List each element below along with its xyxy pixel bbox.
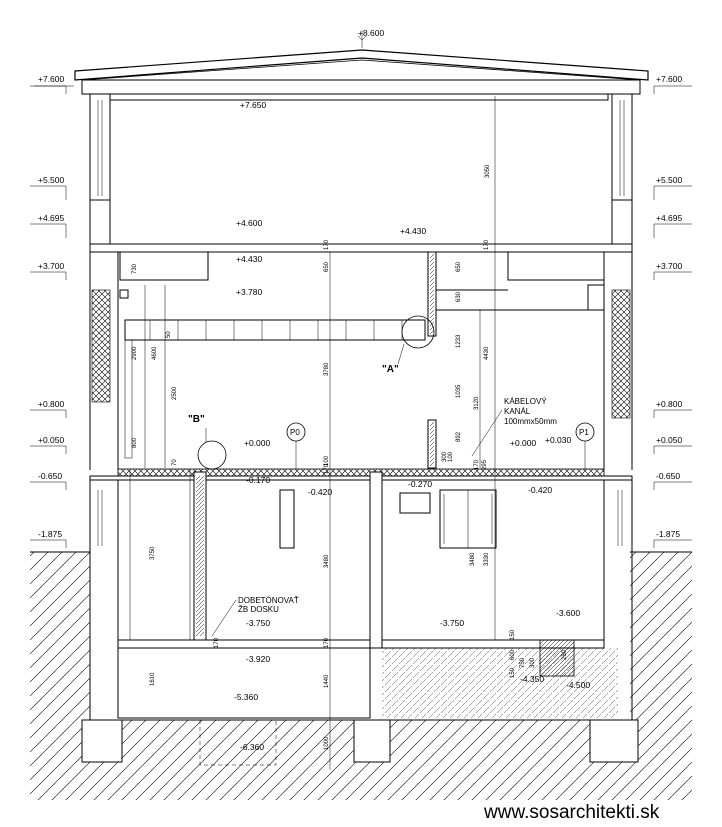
dim-100: 100 [324,455,330,466]
level-m3600: -3.600 [556,608,581,618]
marker-p0-label: P0 [290,428,300,437]
dim-630: 630 [456,291,462,302]
level-m0270: -0.270 [408,479,433,489]
level-m5360: -5.360 [234,692,259,702]
level-4430-top: +4.430 [400,226,427,236]
dim-300-b: 300 [530,657,536,668]
roof [75,50,648,100]
dobetonovat-leader-line [212,600,236,636]
dim-150-a: 150 [510,629,516,640]
dim-170-b: 170 [484,239,490,250]
dim-300: 300 [442,451,448,462]
level-left-7600: +7.600 [38,74,65,84]
level-left-4695: +4.695 [38,213,65,223]
level-m3920: -3.920 [246,654,271,664]
dim-2900: 2900 [132,346,138,360]
level-m6360: -6.360 [240,742,265,752]
level-4600: +4.600 [236,218,263,228]
detail-a-label: "A" [382,364,399,375]
detail-b-label: "B" [188,414,205,425]
level-right-5500: +5.500 [656,175,683,185]
level-4430: +4.430 [236,254,263,264]
dim-170-f: 170 [324,637,330,648]
level-top: +8.600 [358,28,385,38]
dim-295: 295 [482,459,488,470]
dobetonovat-label-1: DOBETÓNOVAŤ [238,596,299,605]
dobetonovat-label-2: ŽB DOSKU [238,605,279,614]
level-right-m1875: -1.875 [656,529,681,539]
dim-3480-a: 3480 [324,554,330,568]
dim-4600: 4600 [152,346,158,360]
level-right-0050: +0.050 [656,435,683,445]
level-0000: +0.000 [244,438,271,448]
dim-800: 800 [132,437,138,448]
level-m3750-b: -3.750 [440,618,465,628]
level-m0420-a: -0.420 [308,487,333,497]
cable-channel-label-3: 100mmx50mm [504,417,557,426]
level-right-3700: +3.700 [656,261,683,271]
dim-100-b: 100 [448,451,454,462]
level-left-3700: +3.700 [38,261,65,271]
dim-3120: 3120 [474,396,480,410]
dim-650-a: 650 [324,261,330,272]
cable-leader-line [472,410,502,456]
dim-1610: 1610 [150,672,156,686]
website-watermark: www.sosarchitekti.sk [484,802,660,823]
dim-1440: 1440 [324,674,330,688]
marker-p1-label: P1 [579,428,589,437]
level-0000-b: +0.000 [510,438,537,448]
level-7650: +7.650 [240,100,267,110]
level-m4350: -4.350 [520,674,545,684]
dim-1000: 1000 [324,736,330,750]
level-right-m0650: -0.650 [656,471,681,481]
dim-170-c: 170 [474,459,480,470]
outer-walls [90,94,632,720]
dim-1035: 1035 [456,384,462,398]
level-0030: +0.030 [545,435,572,445]
level-3780: +3.780 [236,287,263,297]
dim-600: 600 [510,649,516,660]
dim-170-a: 170 [324,239,330,250]
dim-3750: 3750 [150,546,156,560]
dim-3480-b: 3480 [470,552,476,566]
dim-50: 50 [166,331,172,338]
level-left-0800: +0.800 [38,399,65,409]
level-m4500: -4.500 [566,680,591,690]
level-m3750-a: -3.750 [246,618,271,628]
dim-3330: 3330 [484,552,490,566]
level-m0170: -0.170 [246,475,271,485]
level-m0420-b: -0.420 [528,485,553,495]
dim-892: 892 [456,431,462,442]
dim-150-b: 150 [510,667,516,678]
dim-4430: 4430 [484,346,490,360]
cable-channel-label-1: KÁBELOVÝ [504,397,547,406]
level-right-0800: +0.800 [656,399,683,409]
dim-250: 250 [562,649,568,660]
dim-70: 70 [172,459,178,466]
level-right-4695: +4.695 [656,213,683,223]
dim-2500: 2500 [172,386,178,400]
dim-170-d: 170 [324,463,330,474]
level-left-5500: +5.500 [38,175,65,185]
level-left-m0650: -0.650 [38,471,63,481]
cable-channel-label-2: KANÁL [504,407,531,416]
dim-170-e: 170 [214,637,220,648]
level-right-7600: +7.600 [656,74,683,84]
dim-750: 750 [520,657,526,668]
dim-1233: 1233 [456,334,462,348]
dim-3050: 3050 [485,164,491,178]
dim-3780: 3780 [324,362,330,376]
dim-650-b: 650 [456,261,462,272]
level-left-m1875: -1.875 [38,529,63,539]
level-left-0050: +0.050 [38,435,65,445]
dim-730: 730 [132,263,138,274]
